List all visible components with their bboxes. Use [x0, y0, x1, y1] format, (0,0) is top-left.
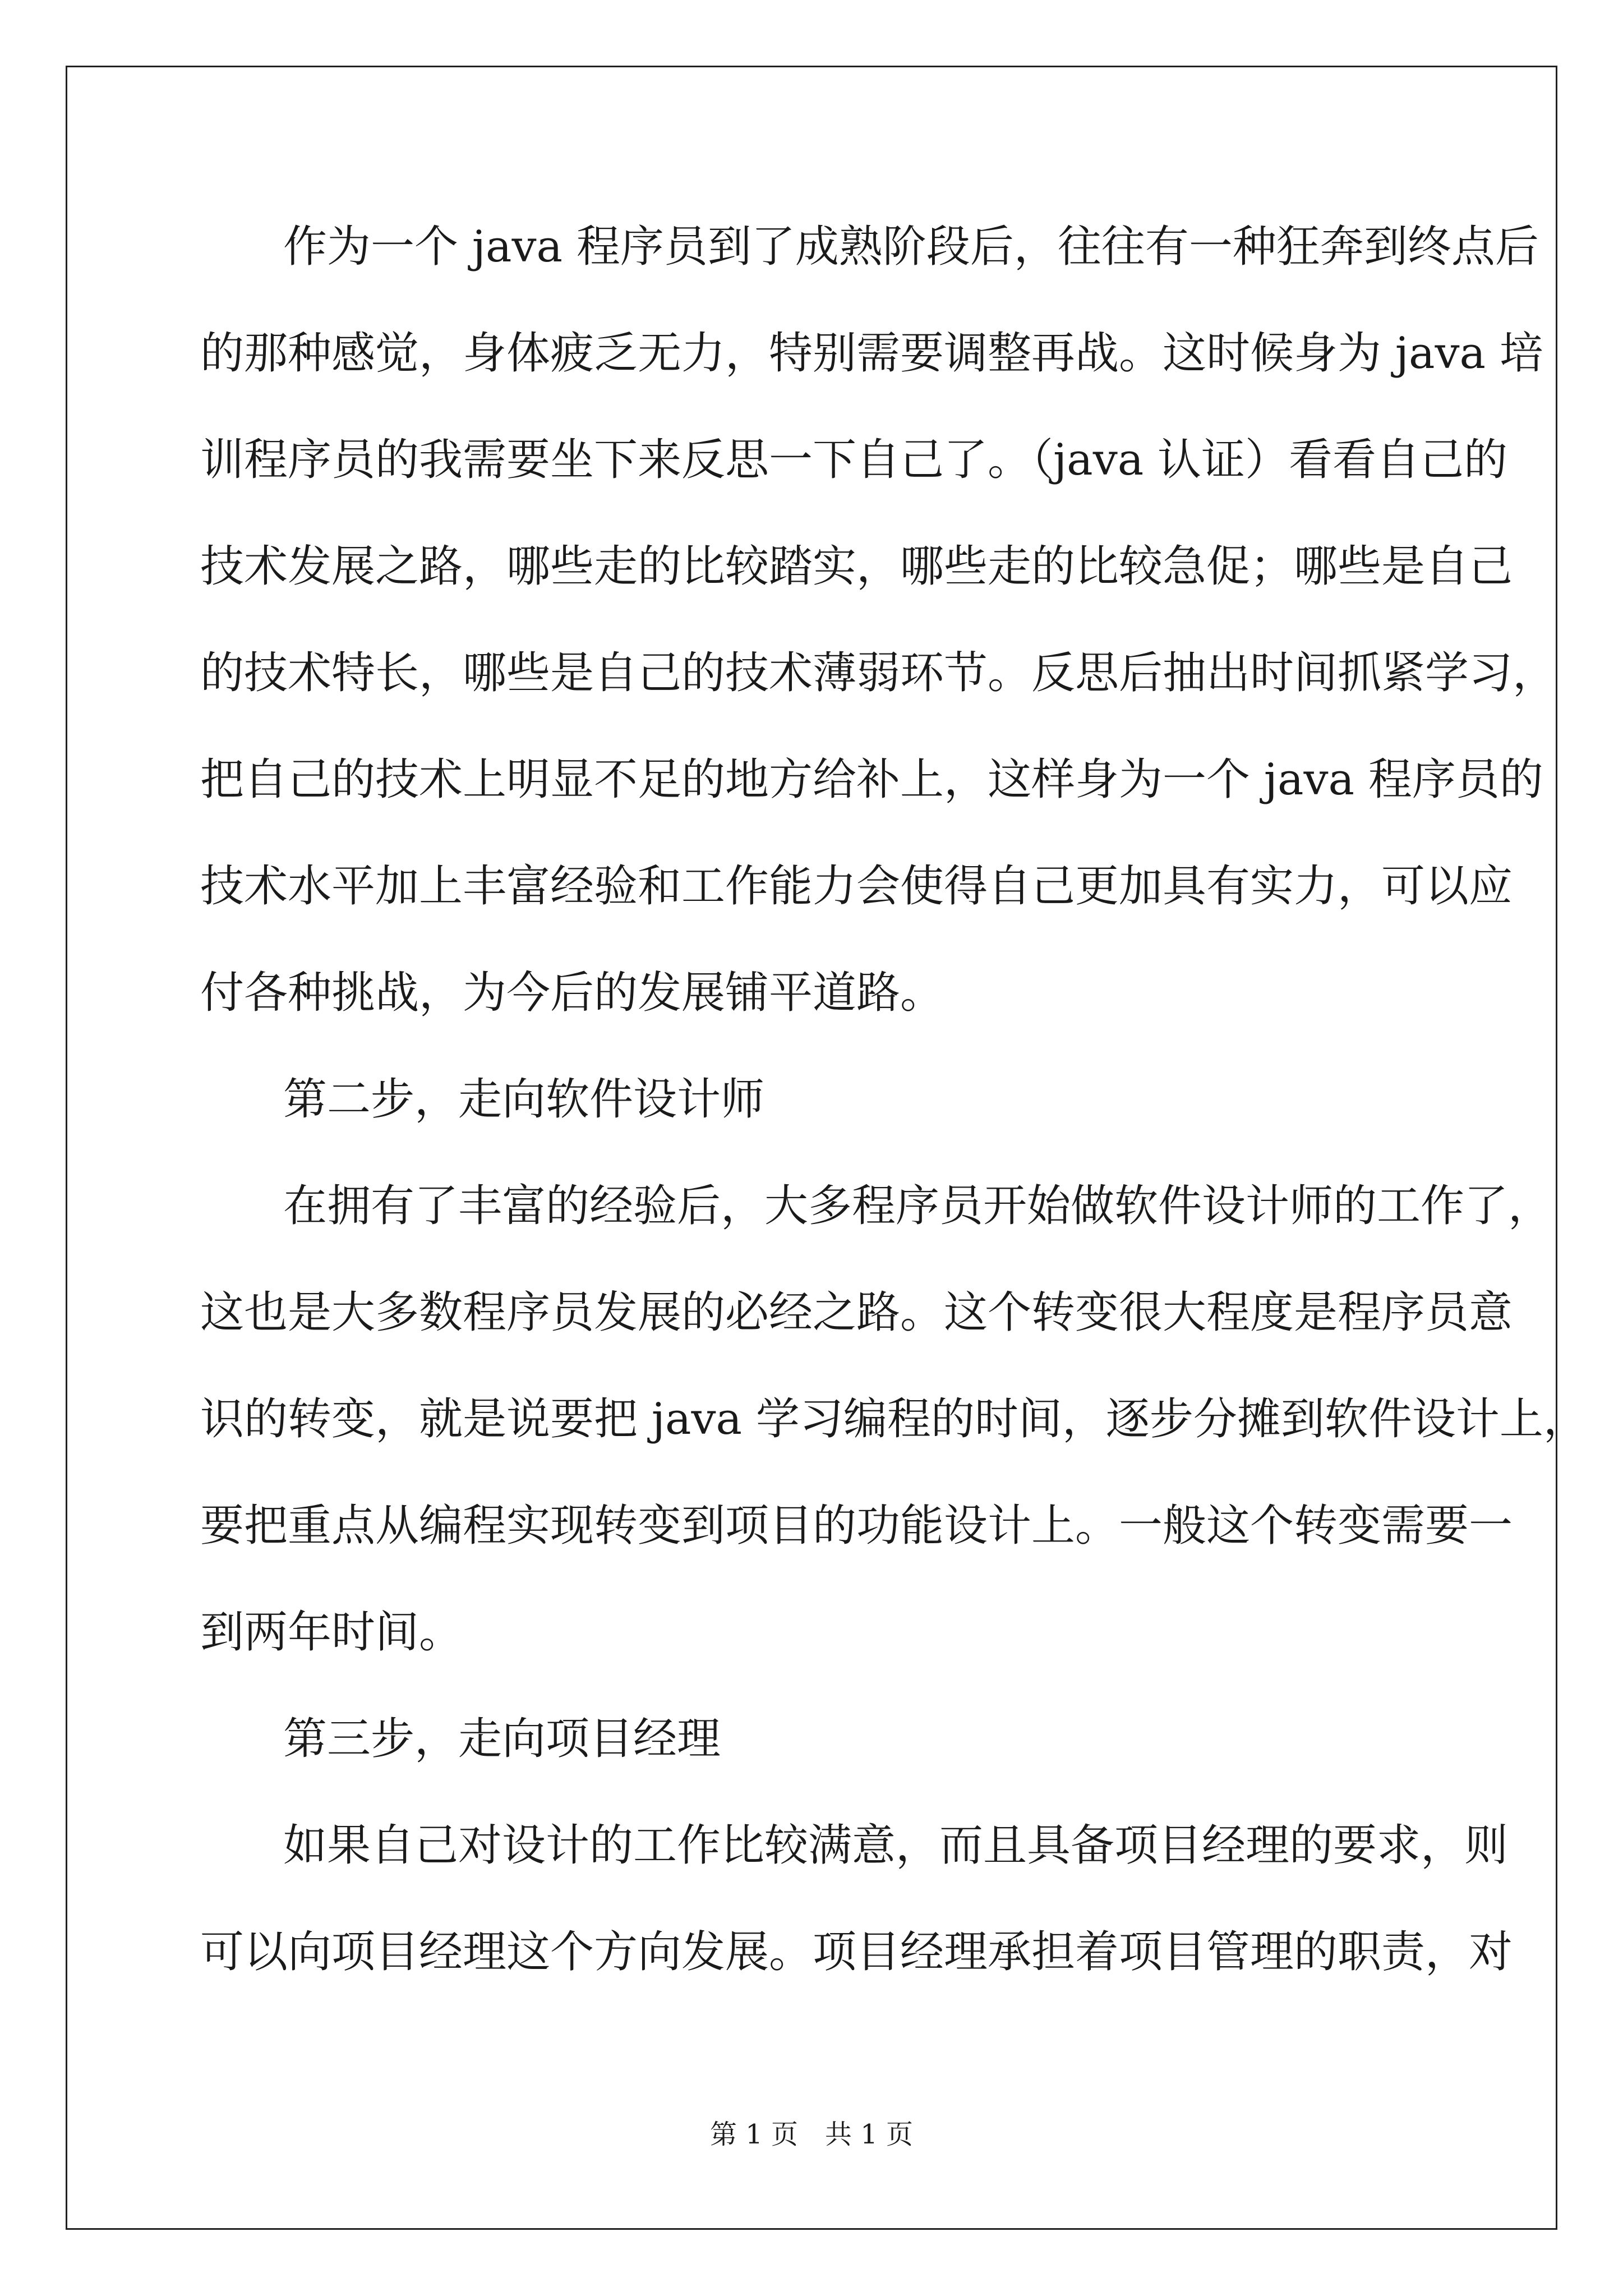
text-line: 到两年时间。 — [200, 1607, 463, 1658]
text-line: 在拥有了丰富的经验后，大多程序员开始做软件设计师的工作了， — [283, 1181, 1552, 1231]
text-line: 可以向项目经理这个方向发展。项目经理承担着项目管理的职责，对 — [200, 1927, 1513, 1977]
text-line: 要把重点从编程实现转变到项目的功能设计上。一般这个转变需要一 — [200, 1501, 1513, 1551]
text-line: 的技术特长，哪些是自己的技术薄弱环节。反思后抽出时间抓紧学习， — [200, 648, 1557, 698]
section-heading: 第三步，走向项目经理 — [283, 1714, 721, 1764]
text-line: 这也是大多数程序员发展的必经之路。这个转变很大程度是程序员意 — [200, 1287, 1513, 1338]
text-line: 训程序员的我需要坐下来反思一下自己了。（java 认证）看看自己的 — [200, 435, 1508, 485]
text-line: 把自己的技术上明显不足的地方给补上，这样身为一个 java 程序员的 — [200, 754, 1543, 805]
text-line: 的那种感觉，身体疲乏无力，特别需要调整再战。这时候身为 java 培 — [200, 328, 1543, 379]
section-heading: 第二步，走向软件设计师 — [283, 1074, 765, 1125]
text-line: 作为一个 java 程序员到了成熟阶段后，往往有一种狂奔到终点后 — [283, 222, 1539, 272]
text-line: 技术发展之路，哪些走的比较踏实，哪些走的比较急促；哪些是自己 — [200, 541, 1513, 592]
page-footer: 第 1 页 共 1 页 — [709, 2119, 914, 2150]
text-line: 如果自己对设计的工作比较满意，而且具备项目经理的要求，则 — [283, 1820, 1509, 1871]
page-border — [66, 66, 1587, 2230]
text-line: 技术水平加上丰富经验和工作能力会使得自己更加具有实力，可以应 — [200, 861, 1513, 912]
text-line: 付各种挑战，为今后的发展铺平道路。 — [200, 968, 944, 1018]
text-line: 识的转变，就是说要把 java 学习编程的时间，逐步分摊到软件设计上， — [200, 1394, 1587, 1444]
